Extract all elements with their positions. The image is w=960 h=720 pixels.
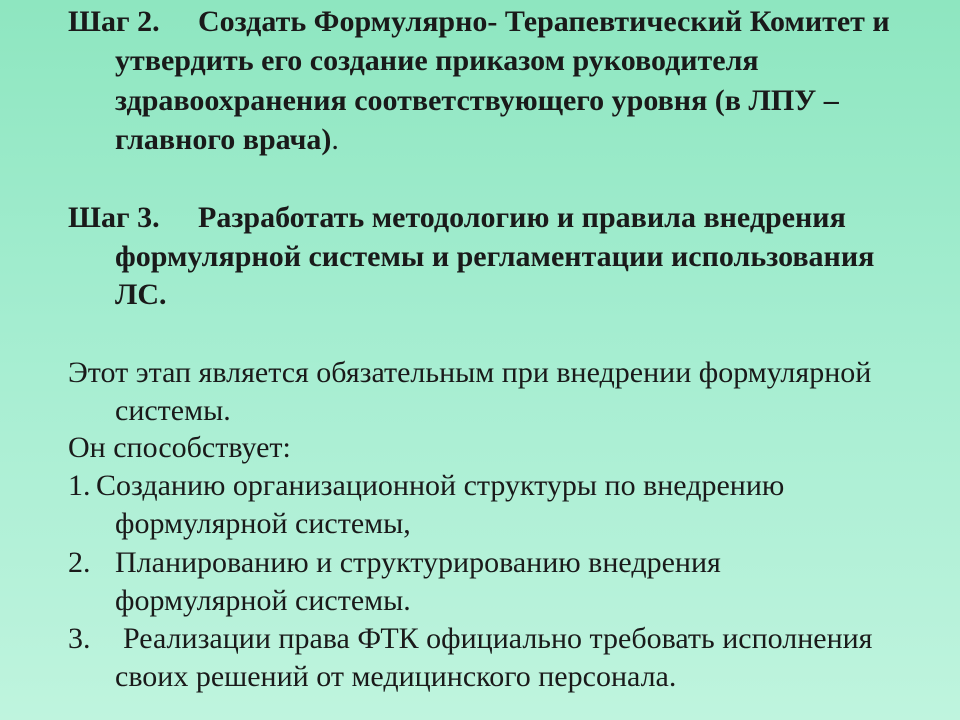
contributes-heading: Он способствует:: [68, 431, 291, 464]
list-item-marker: 3.: [68, 622, 91, 655]
stage-line-1: Этот этап является обязательным при внедрении формулярной: [68, 356, 872, 389]
step-2-text-line-3: здравоохранения соответствующего уровня (в ЛПУ –: [115, 84, 839, 117]
list-item-marker: 1.: [68, 469, 91, 502]
step-2-text-line-4-main: главного врача): [115, 123, 332, 156]
list-item-line-2: своих решений от медицинского персонала.: [115, 660, 677, 693]
step-2-text-line-1: Создать Формулярно- Терапевтический Комитет и: [198, 5, 890, 38]
step-3-text-line-1: Разработать методологию и правила внедрения: [198, 201, 846, 234]
list-item-marker: 2.: [68, 546, 91, 579]
list-item-line-1: Реализации права ФТК официально требовать исполнения: [123, 622, 873, 655]
list-item-line-2: формулярной системы.: [115, 584, 411, 617]
list-item-line-2: формулярной системы,: [115, 507, 411, 540]
list-item-line-1: Планированию и структурированию внедрения: [115, 546, 721, 579]
step-3-text-line-3: ЛС.: [115, 278, 167, 311]
list-item-line-1: Созданию организационной структуры по внедрению: [96, 469, 785, 502]
step-2-text-line-2: утвердить его создание приказом руководителя: [115, 44, 759, 77]
step-3-label: Шаг 3.: [68, 201, 160, 234]
step-2-text-line-4: [115, 122, 339, 158]
step-2-text-line-4-period: .: [331, 123, 339, 156]
step-2-label: Шаг 2.: [68, 5, 160, 38]
step-3-text-line-2: формулярной системы и регламентации использования: [115, 240, 875, 273]
stage-line-2: системы.: [115, 394, 231, 427]
